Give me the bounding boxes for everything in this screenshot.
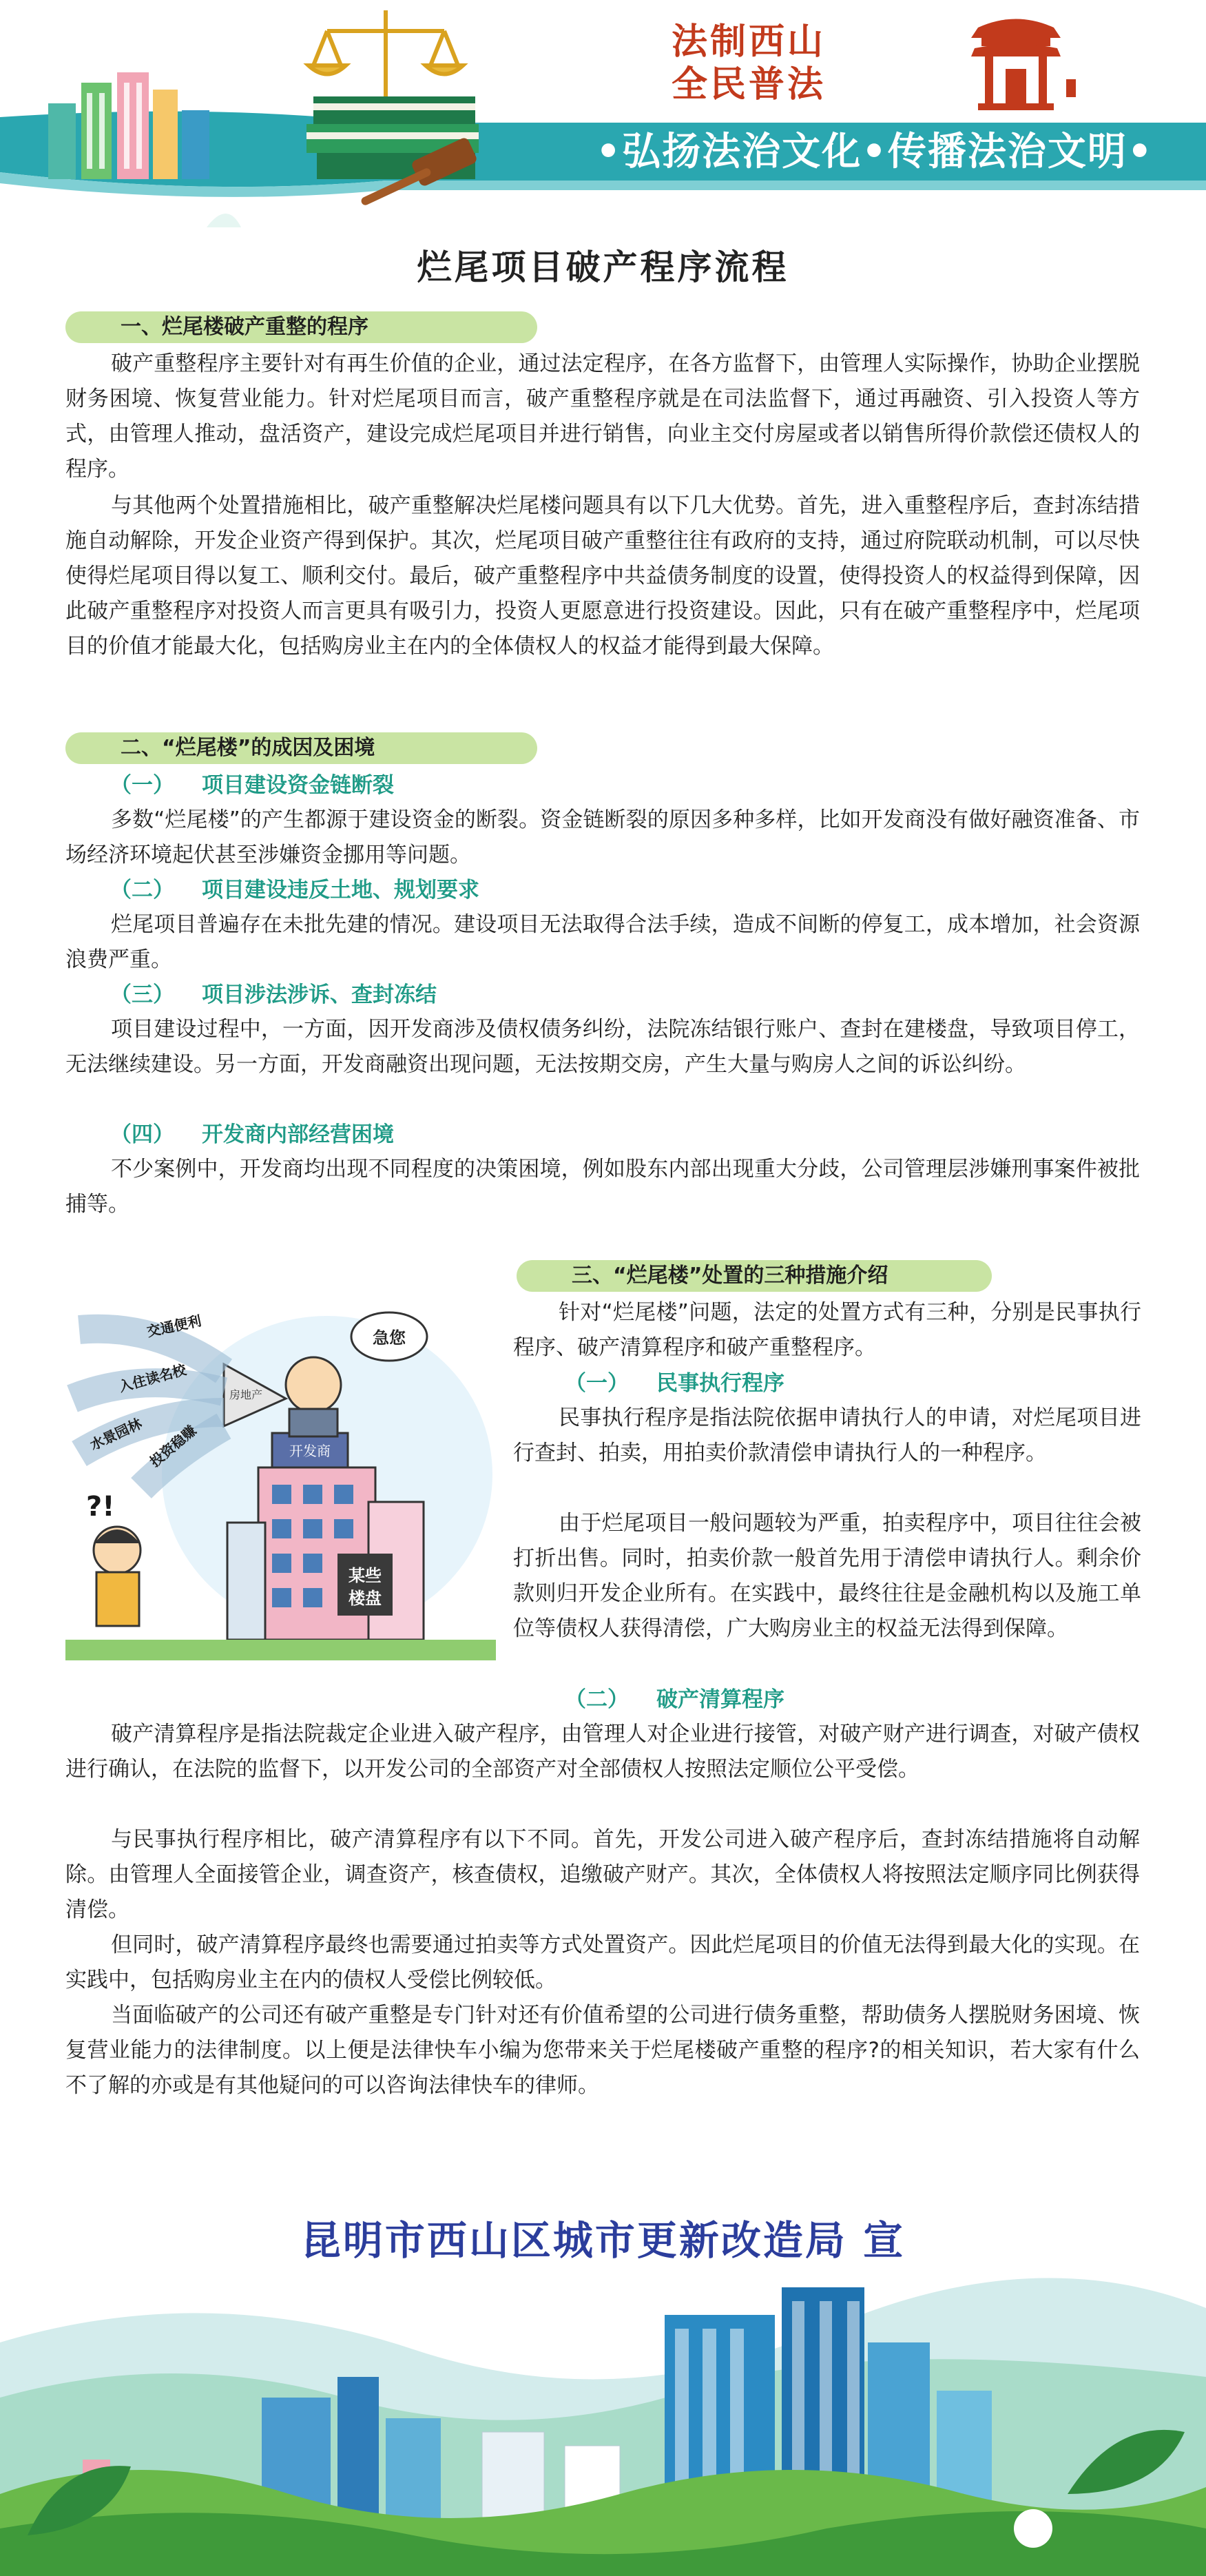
slogan: •弘扬法治文化•传播法治文明• [596, 130, 1154, 174]
scales-icon [309, 10, 463, 96]
section-heading-3: 三、“烂尾楼”处置的三种措施介绍 [517, 1260, 992, 1292]
section3-sub-2 [565, 1683, 784, 1716]
building-sign-2: 楼盘 [349, 1589, 382, 1608]
sub-title: 项目涉法涉诉、查封冻结 [202, 982, 437, 1007]
promise-text-3: 水景园林 [87, 1414, 145, 1454]
section1-paragraph-2: 与其他两个处置措施相比，破产重整解决烂尾楼问题具有以下几大优势。首先，进入重整程序后，查封冻结措施自动解除，开发企业资产得到保护。其次，烂尾项目破产重整往往有政府的支持，通过府院联动机制，可以尽快使得烂尾项目得以复工、顺利交付。最后，破产重整程序中共益债务制度的设置，使得投资人的权益得到保障，因此破产重整程序对投资人而言更具有吸引力，投资人更愿意进行投资建设。因此，只有在破产重整程序中，烂尾项目的价值才能最大化，包括购房业主在内的全体债权人的权益才能得到最大保障。 [65, 493, 1140, 659]
section2-sub-2 [110, 874, 479, 907]
brand-line-2: 全民普法 [672, 64, 826, 105]
section2-sub-1 [110, 769, 394, 802]
section3-sub2-paragraph-1: 破产清算程序是指法院裁定企业进入破产程序，由管理人对企业进行接管，对破产财产进行调查，对破产债权进行确认，在法院的监督下，以开发公司的全部资产对全部债权人按照法定顺位公平受偿。 [65, 1722, 1140, 1782]
section2-text-4: 不少案例中，开发商均出现不同程度的决策困境，例如股东内部出现重大分歧，公司管理层涉嫌刑事案件被批捕等。 [65, 1157, 1140, 1217]
section2-text-1: 多数“烂尾楼”的产生都源于建设资金的断裂。资金链断裂的原因多种多样，比如开发商没有做好融资准备、市场经济环境起伏甚至涉嫌资金挪用等问题。 [65, 807, 1140, 867]
person-label: 开发商 [289, 1443, 331, 1459]
section-heading-2: 二、“烂尾楼”的成因及困境 [65, 732, 537, 764]
sub-title: 开发商内部经营困境 [202, 1122, 394, 1147]
sub-number: （一） [110, 773, 174, 798]
section2-text-2: 烂尾项目普遍存在未批先建的情况。建设项目无法取得合法手续，造成不间断的停复工，成本增加，社会资源浪费严重。 [65, 912, 1140, 972]
confused-mark: ?! [86, 1491, 115, 1523]
section-heading-1: 一、烂尾楼破产重整的程序 [65, 311, 537, 343]
footer-organization: 昆明市西山区城市更新改造局 宣 [300, 2217, 906, 2264]
sub-number: （三） [110, 982, 174, 1007]
sub-title: 项目建设违反土地、规划要求 [202, 878, 479, 903]
brand-line-1: 法制西山 [672, 21, 826, 63]
sub-title: 项目建设资金链断裂 [202, 773, 394, 798]
promise-text-4: 投资稳赚 [146, 1422, 200, 1470]
sub-number: （四） [110, 1122, 174, 1147]
section3-sub2-paragraph-3: 但同时，破产清算程序最终也需要通过拍卖等方式处置资产。因此烂尾项目的价值无法得到最大化的实现。在实践中，包括购房业主在内的债权人受偿比例较低。 [65, 1933, 1140, 1992]
section3-sub1-paragraph-1: 民事执行程序是指法院依据申请执行人的申请，对烂尾项目进行查封、拍卖，用拍卖价款清偿申请执行人的一种程序。 [513, 1405, 1141, 1465]
page-title: 烂尾项目破产程序流程 [417, 247, 789, 287]
promise-text-2: 入住读名校 [117, 1361, 188, 1395]
sub-title: 民事执行程序 [656, 1371, 784, 1396]
section3-sub1-paragraph-2: 由于烂尾项目一般问题较为严重，拍卖程序中，项目往往会被打折出售。同时，拍卖价款一般首先用于清偿申请执行人。剩余价款则归开发企业所有。在实践中，最终往往是金融机构以及施工单位等债权人获得清偿，广大购房业主的权益无法得到保障。 [513, 1511, 1141, 1641]
sub-title: 破产清算程序 [656, 1687, 784, 1712]
section3-sub-1 [565, 1367, 784, 1400]
speech-bubble: 急您 [373, 1328, 406, 1348]
sub-number: （一） [565, 1371, 629, 1396]
section3-intro: 针对“烂尾楼”问题，法定的处置方式有三种，分别是民事执行程序、破产清算程序和破产重整程序。 [513, 1300, 1141, 1360]
section2-sub-3 [110, 978, 437, 1011]
section3-sub2-paragraph-2: 与民事执行程序相比，破产清算程序有以下不同。首先，开发公司进入破产程序后，查封冻结措施将自动解除。由管理人全面接管企业，调查资产，核查债权，追缴破产财产。其次，全体债权人将按照法定顺序同比例获得清偿。 [65, 1827, 1140, 1922]
cartoon-illustration [65, 1295, 496, 1660]
sub-number: （二） [110, 878, 174, 903]
header-graphic [0, 0, 1206, 234]
section2-sub-4 [110, 1118, 394, 1151]
sub-number: （二） [565, 1687, 629, 1712]
header-banner [0, 0, 1206, 234]
section3-sub2-paragraph-4: 当面临破产的公司还有破产重整是专门针对还有价值希望的公司进行债务重整，帮助债务人摆脱财务困境、恢复营业能力的法律制度。以上便是法律快车小编为您带来关于烂尾楼破产重整的程序?的相关知识，若大家有什么不了解的亦或是有其他疑问的可以咨询法律快车的律师。 [65, 2003, 1140, 2098]
megaphone-label: 房地产 [229, 1388, 263, 1401]
pavilion-logo-icon [971, 19, 1061, 111]
section2-text-3: 项目建设过程中，一方面，因开发商涉及债权债务纠纷，法院冻结银行账户、查封在建楼盘，导致项目停工，无法继续建设。另一方面，开发商融资出现问题，无法按期交房，产生大量与购房人之间的诉讼纠纷。 [65, 1017, 1140, 1077]
brand-text [672, 21, 826, 106]
section1-paragraph-1: 破产重整程序主要针对有再生价值的企业，通过法定程序，在各方监督下，由管理人实际操作，协助企业摆脱财务困境、恢复营业能力。针对烂尾项目而言，破产重整程序就是在司法监督下，通过再融资、引入投资人等方式，由管理人推动，盘活资产，建设完成烂尾项目并进行销售，向业主交付房屋或者以销售所得价款偿还债权人的程序。 [65, 351, 1140, 482]
building-sign-1: 某些 [349, 1566, 382, 1585]
promise-text-1: 交通便利 [145, 1312, 203, 1340]
